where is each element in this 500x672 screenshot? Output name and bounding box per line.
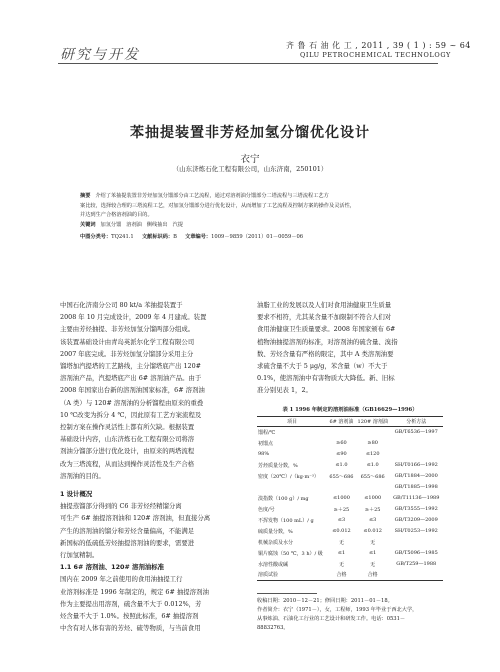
table-cell xyxy=(356,482,390,493)
doc-code-label: 文献标识码： xyxy=(141,234,174,240)
table-header-row xyxy=(257,417,443,427)
table-cell: GB/T6536—1997 xyxy=(394,429,438,436)
table-cell xyxy=(389,438,443,449)
text-line: 剂油分馏部分进行优化设计，由原来的两塔流程 xyxy=(60,447,195,456)
table-cell: 合格 xyxy=(327,570,356,581)
table-cell: GB/T1885—1998 xyxy=(394,484,438,490)
table-cell: SH/T0166—1992 xyxy=(394,462,438,468)
table-cell: 溴指数（100 g）/ mg xyxy=(258,495,309,502)
text-line: 基础设计内容，山东济炼石化工程有限公司将溶 xyxy=(60,435,195,444)
table-cell: ≥＋25 xyxy=(333,506,350,513)
table-cell: GB/T259—1988 xyxy=(396,561,437,567)
keyword: 溶剂油 xyxy=(126,222,142,228)
table-row xyxy=(257,471,443,482)
table-cell: ≥80 xyxy=(367,440,378,446)
text-line: 要求不相符，尤其某含量不加限制不符合人们对 xyxy=(257,313,392,322)
abstract-line: 介绍了苯抽提装置非芳烃加氢分馏部分由工艺流程，通过对溶剂油分馏部分二塔流程与三塔流程工艺方 xyxy=(95,193,329,199)
table-cell: SH/T0253—1992 xyxy=(394,528,438,534)
keyword: 加氢分馏 xyxy=(100,222,122,228)
table-row xyxy=(257,526,443,537)
table-cell: 无 xyxy=(338,561,344,568)
journal-english-name: QILU PETROCHEMICAL TECHNOLOGY xyxy=(300,51,451,59)
table-cell: GB/T1884—2000 xyxy=(394,473,438,479)
footnote-line: 作者简介：衣宁（1971－），女，工程师，1993 年毕业于西北大学， xyxy=(257,607,418,613)
table-cell: 无 xyxy=(338,539,344,546)
text-line: 10 ℃改变为拆分 4 ℃，因此原有工艺方案流程及 xyxy=(60,410,202,419)
footnote xyxy=(257,597,443,633)
table-cell: 655～686 xyxy=(360,473,385,480)
table-cell: ≤3 xyxy=(368,517,377,523)
text-line: 溶剂油产品，汽提塔底产出 6# 溶剂油产品。由于 xyxy=(60,374,202,383)
table-row xyxy=(257,438,443,449)
table-cell: 芳烃质量分数，% xyxy=(258,462,298,469)
text-line: 改为三塔流程，从而达到操作灵活性及生产合格 xyxy=(60,459,195,468)
table-cell: ≤120 xyxy=(365,451,380,457)
table-row xyxy=(257,427,443,438)
table-cell: 铜片腐蚀（50 ℃，3 h）/ 级 xyxy=(258,550,323,557)
table-header-cell: 分析方法 xyxy=(389,417,443,427)
table-cell xyxy=(327,427,356,438)
table-cell: GB/T3555—1992 xyxy=(394,506,438,512)
journal-citation: 齐 鲁 石 油 化 工 , 2011 , 39 ( 1 ) : 59 ~ 64 xyxy=(286,41,471,50)
table-cell: 密度（20℃）/（kg·m⁻³） xyxy=(258,473,319,480)
table-cell xyxy=(389,570,443,581)
author-affiliation: （山东济炼石化工程有限公司，山东济南，250101） xyxy=(172,165,328,173)
table-cell: ≤1 xyxy=(337,550,346,556)
text-line: 0.1%，使溶剂油中有害物质大大降低。新、旧标 xyxy=(257,374,395,383)
keyword: 侧线抽出 xyxy=(146,222,168,228)
table-cell: ≥＋25 xyxy=(364,506,381,513)
footnote-divider xyxy=(257,593,317,594)
doc-code-value: B xyxy=(173,234,177,240)
table-cell: 合格 xyxy=(356,570,390,581)
text-line: 馏塔加汽提塔的工艺路线，主分馏塔底产出 120# xyxy=(60,362,202,371)
table-cell xyxy=(356,427,390,438)
table-row xyxy=(257,504,443,515)
table-row xyxy=(257,449,443,460)
table-row xyxy=(257,537,443,548)
text-line: 抽提蒸馏部分得到的 C6 非芳烃经精馏分离 xyxy=(60,502,182,511)
subsection-heading: 1.1 6# 溶剂油、120# 溶剂油标准 xyxy=(60,563,165,572)
classification-line xyxy=(80,233,303,240)
text-line: 2008 年国家出台新的溶剂油国家标准，6# 溶剂油 xyxy=(60,386,205,395)
table-cell: 馏程/℃ xyxy=(258,429,276,436)
journal-section-label: 研究与开发 xyxy=(60,47,140,63)
table-cell: 不挥发物（100 mL）/ g xyxy=(258,517,314,524)
table-cell: 初馏点 xyxy=(258,440,274,447)
table-cell xyxy=(327,482,356,493)
text-line: 准分别见表 1，2。 xyxy=(257,386,312,395)
table-body xyxy=(257,427,443,581)
table-row xyxy=(257,548,443,559)
text-line: 该装置基础设计由青岛英派尔化学工程有限公司 xyxy=(60,337,195,346)
table-cell: 655～686 xyxy=(329,473,354,480)
text-line: 产生的溶剂油的馏分和芳烃含量偏高，不能满足 xyxy=(60,526,195,535)
paragraph-intro xyxy=(60,299,248,482)
keyword: 汽提 xyxy=(172,222,183,228)
text-line: 新国标的低硫低芳烃抽提溶剂油的要求，需要进 xyxy=(60,538,195,547)
solvent-standard-table xyxy=(257,416,443,581)
table-header-cell: 项目 xyxy=(257,417,327,427)
table-cell: ≤0.012 xyxy=(363,528,382,534)
clc-value: TQ241.1 xyxy=(111,234,134,240)
text-line: 可生产 6# 抽提溶剂油和 120# 溶剂油，但直接分离 xyxy=(60,514,211,523)
table-row xyxy=(257,570,443,581)
abstract-line: 案比较，选择较合理的三塔流程工艺，对加氢分馏部分进行优化设计，从而增加了工艺流程及控制方案的操作及灵活性， xyxy=(80,202,355,209)
text-line: 行加氢精制。 xyxy=(60,551,99,560)
text-line: 溶剂油的目的。 xyxy=(60,471,105,480)
text-line: 中含有对人体有害的芳烃、硫等物质，与当前食用 xyxy=(60,624,201,633)
table-cell: 色度/号 xyxy=(258,506,275,513)
table-cell: ≤3 xyxy=(337,517,346,523)
article-title: 苯抽提装置非芳烃加氢分馏优化设计 xyxy=(130,125,370,141)
text-line: 业溶剂标准是 1996 年制定的，规定 6# 抽提溶剂油 xyxy=(60,587,209,596)
paragraph-standards xyxy=(60,573,248,634)
table-cell: ≥60 xyxy=(336,440,347,446)
text-line: 求硫含量不大于 5 μg/g，苯含量（w）不大于 xyxy=(257,362,388,371)
table-cell: ≤90 xyxy=(336,451,347,457)
text-line: 2008 年 10 月完成设计，2009 年 4 月建成。装置 xyxy=(60,313,207,322)
text-line: 控制方案在操作灵活性上都有所欠缺。根据装置 xyxy=(60,423,195,432)
abstract xyxy=(80,192,425,221)
text-line: 数、芳烃含量有严格的限定，其中 A 类溶剂油要 xyxy=(257,349,394,358)
text-line: 植物油抽提溶剂的标准，对溶剂油的硫含量、溴指 xyxy=(257,337,398,346)
footnote-line: 收稿日期：2010－12－21；修回日期：2011－01－18。 xyxy=(257,598,393,604)
section-heading: 1 设计概况 xyxy=(60,490,93,499)
table-row xyxy=(257,460,443,471)
table-cell: 98% xyxy=(258,451,270,457)
header-divider xyxy=(58,63,438,64)
body-column-right xyxy=(257,299,443,397)
text-line: 油脂工业的发展以及人们对食用油健康卫生质量 xyxy=(257,301,392,309)
table-cell: 无 xyxy=(370,561,376,568)
text-line: 国内在 2009 年之前使用的食用油抽提工行 xyxy=(60,575,183,584)
table-row xyxy=(257,559,443,570)
table-cell: 水溶性酸或碱 xyxy=(258,561,289,568)
body-column-left xyxy=(60,299,248,634)
table-cell: ≤1000 xyxy=(364,495,382,501)
article-no-value: 1009－9859（2011）01－0059－06 xyxy=(211,234,304,240)
table-cell xyxy=(257,482,327,493)
table-cell: GB/T3209—2009 xyxy=(394,517,438,523)
text-line: 2007 年底完成。非芳烃加氢分馏部分采用主分 xyxy=(60,349,194,358)
article-no-label: 文章编号： xyxy=(185,234,212,240)
keywords xyxy=(80,221,183,228)
table-cell: ≤1 xyxy=(368,550,377,556)
footnote-line: 从事炼油、石油化工行业的工艺设计和研发工作。电话：0531－ xyxy=(257,616,406,622)
table-header-cell: 120# 溶剂油 xyxy=(356,417,390,427)
table-cell: 无 xyxy=(370,539,376,546)
table-cell: ≤1.0 xyxy=(335,462,348,468)
article-author: 衣宁 xyxy=(240,154,260,165)
text-line: 食用油健康卫生质量要求。2008 年国家颁布 6# xyxy=(257,325,396,334)
paragraph-design xyxy=(60,500,248,561)
table-caption: 表 1 1996 年制定的溶剂油标准（GB16629—1996） xyxy=(282,407,418,413)
text-line: 中国石化济南分公司 80 kt/a 苯抽提装置于 xyxy=(60,301,183,309)
table-cell: 机械杂质及水分 xyxy=(258,539,294,546)
text-line: （A 类）与 120# 溶剂油的分析馏程由原来的重叠 xyxy=(60,398,204,407)
table-cell xyxy=(389,449,443,460)
table-header-cell: 6# 溶剂油 xyxy=(327,417,356,427)
table-cell: GB/T5096—1985 xyxy=(394,550,438,556)
footnote-line: 88832763。 xyxy=(257,625,289,631)
text-line: 主要由芳烃抽提、非芳烃加氢分馏两部分组成。 xyxy=(60,325,195,334)
table-cell: ≤1000 xyxy=(332,495,350,501)
keywords-label: 关键词 xyxy=(80,222,96,228)
clc-label: 中图分类号： xyxy=(80,234,112,240)
table-row xyxy=(257,482,443,493)
table-cell: ≤1.0 xyxy=(366,462,379,468)
text-line: 烃含量不大于 1.0%。按照此标准，6# 抽提溶剂 xyxy=(60,612,199,621)
table-cell: GB/T11136—1989 xyxy=(393,495,440,501)
table-row xyxy=(257,493,443,504)
table-cell: 溶质试验 xyxy=(257,570,327,581)
table-cell xyxy=(389,537,443,548)
table-cell: ≤0.012 xyxy=(332,528,351,534)
abstract-line: 并达到生产合格溶剂油的目的。 xyxy=(80,212,153,218)
table-cell: 硫质量分数，% xyxy=(258,528,293,535)
abstract-label: 摘要 xyxy=(80,193,91,199)
table-row xyxy=(257,515,443,526)
text-line: 作为主要提出用溶剂，硫含量不大于 0.012%，芳 xyxy=(60,599,202,608)
